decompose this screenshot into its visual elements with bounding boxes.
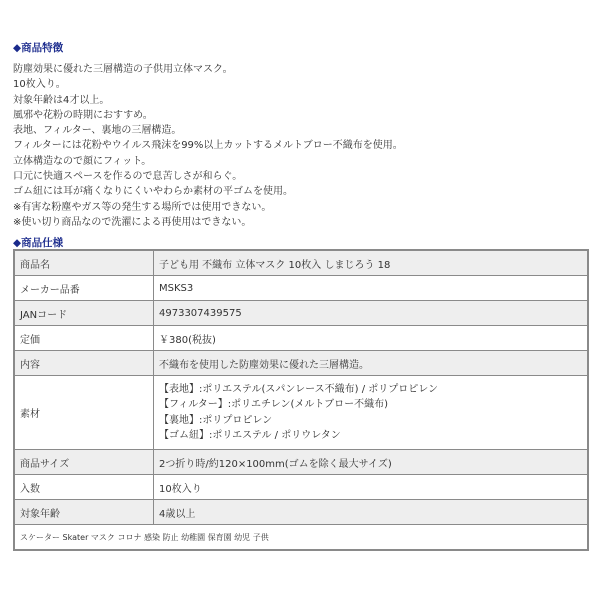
- table-row: [14, 326, 588, 351]
- row-value: MSKS3: [154, 276, 589, 301]
- material-line: 【フィルター】:ポリエチレン(メルトブロー不織布): [159, 399, 389, 410]
- table-row: [14, 376, 588, 450]
- table-row: [14, 475, 588, 500]
- feature-line: ※使い切り商品なので洗濯による再使用はできない。: [13, 216, 252, 228]
- features-list: [13, 62, 403, 230]
- row-label: JANコード: [14, 301, 154, 326]
- row-label: 対象年齢: [14, 500, 154, 525]
- feature-line: 対象年齢は4才以上。: [13, 94, 110, 106]
- material-values: [154, 376, 589, 450]
- row-label: 商品サイズ: [14, 450, 154, 475]
- table-row: [14, 250, 588, 276]
- row-value: 4973307439575: [154, 301, 589, 326]
- row-value: 子ども用 不織布 立体マスク 10枚入 しまじろう 18: [154, 250, 589, 276]
- keywords-text: スケーター Skater マスク コロナ 感染 防止 幼稚園 保育園 幼児 子供: [14, 525, 588, 551]
- row-value: 4歳以上: [154, 500, 589, 525]
- row-label: 内容: [14, 351, 154, 376]
- table-row: [14, 500, 588, 525]
- table-row: [14, 276, 588, 301]
- feature-line: ゴム紐には耳が痛くなりにくいやわらか素材の平ゴムを使用。: [13, 186, 293, 198]
- spec-table: [13, 249, 589, 551]
- feature-line: ※有害な粉塵やガス等の発生する場所では使用できない。: [13, 201, 272, 213]
- table-row: [14, 450, 588, 475]
- row-value: 2つ折り時/約120×100mm(ゴムを除く最大サイズ): [154, 450, 589, 475]
- table-row: [14, 301, 588, 326]
- material-line: 【表地】:ポリエステル(スパンレース不織布) / ポリプロピレン: [159, 383, 438, 395]
- row-value: 10枚入り: [154, 475, 589, 500]
- feature-line: フィルターには花粉やウイルス飛沫を99%以上カットするメルトブロー不織布を使用。: [13, 140, 403, 152]
- row-value: ￥380(税抜): [154, 326, 589, 351]
- feature-line: 立体構造なので顔にフィット。: [13, 155, 152, 167]
- row-label: 定価: [14, 326, 154, 351]
- table-row: [14, 351, 588, 376]
- feature-line: 口元に快適スペースを作るので息苦しさが和らぐ。: [13, 171, 243, 183]
- specs-heading: ◆商品仕様: [13, 237, 64, 249]
- keywords-row: [14, 525, 588, 551]
- feature-line: 防塵効果に優れた三層構造の子供用立体マスク。: [13, 64, 233, 75]
- row-label: 素材: [14, 376, 154, 450]
- row-label: メーカー品番: [14, 276, 154, 301]
- material-line: 【ゴム紐】:ポリエステル / ポリウレタン: [159, 430, 341, 441]
- features-heading: ◆商品特徴: [13, 42, 64, 54]
- row-label: 商品名: [14, 250, 154, 276]
- feature-line: 表地、フィルター、裏地の三層構造。: [13, 125, 182, 137]
- material-line: 【裏地】:ポリプロピレン: [159, 414, 273, 426]
- feature-line: 風邪や花粉の時期におすすめ。: [13, 109, 153, 121]
- row-value: 不織布を使用した防塵効果に優れた三層構造。: [154, 351, 589, 376]
- row-label: 入数: [14, 475, 154, 500]
- feature-line: 10枚入り。: [13, 79, 66, 91]
